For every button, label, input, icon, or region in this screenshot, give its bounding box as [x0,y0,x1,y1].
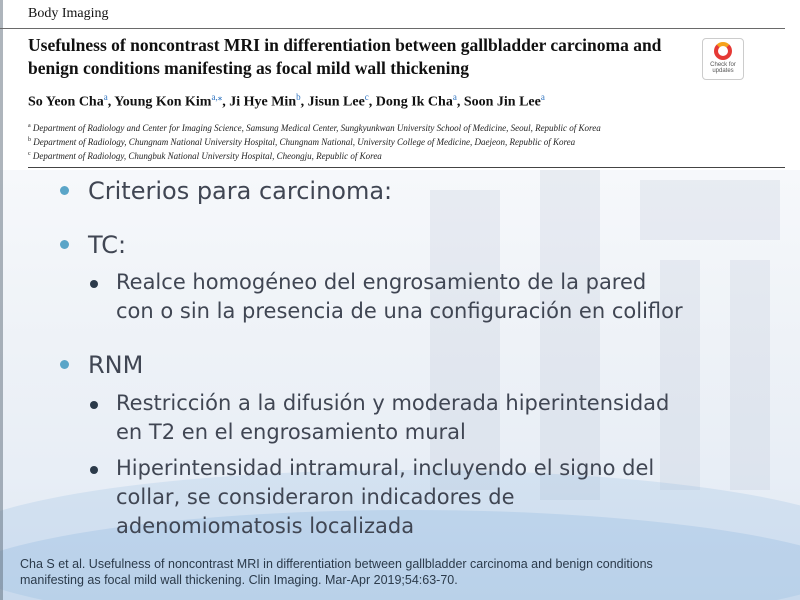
bullet-text-line: Realce homogéneo del engrosamiento de la pared [116,270,647,294]
author-name: Dong Ik Cha [375,94,453,110]
bullet-text-line: adenomiomatosis localizada [116,514,415,538]
affiliation-list [28,120,601,162]
author-affiliation-marker: a [540,92,545,102]
check-for-updates-badge[interactable] [702,38,744,80]
update-badge-icon [714,42,732,60]
author-name: Young Kon Kim [114,94,212,110]
author-name: So Yeon Cha [28,94,104,110]
affiliation-item: $^c$ Department of Radiology, Chungbuk National University Hospital, Cheongju, Republic of Korea [28,151,382,161]
bullet-text-line: Hiperintensidad intramural, incluyendo el signo del [116,456,655,480]
author-affiliation-marker: c [364,92,369,102]
sub-bullet-icon [90,401,98,409]
sub-bullet-icon [90,280,98,288]
journal-section: Body Imaging [28,6,109,21]
author-affiliation-marker: b [296,92,301,102]
slide-heading: Criterios para carcinoma: [88,177,393,205]
bullet-icon [60,360,69,369]
bullet-icon [60,240,69,249]
check-for-updates-label: Check for updates [710,62,736,74]
header-rule [0,28,785,29]
author-name: Jisun Lee [307,94,365,110]
bullet-text-line: Restricción a la difusión y moderada hiperintensidad [116,391,670,415]
author-affiliation-marker: a,⁎ [211,92,223,102]
section-label-tc: TC: [88,231,127,259]
sub-bullet-icon [90,466,98,474]
citation-footer [20,556,790,588]
bullet-text-line: con o sin la presencia de una configuración en coliflor [116,299,683,323]
affiliation-item: $^a$ Department of Radiology and Center for Imaging Science, Samsung Medical Center, Sungkyunkwan University School of Medicine, Seoul, Republic of Korea [28,123,601,133]
author-affiliation-marker: a [103,92,108,102]
bullet-icon [60,186,69,195]
bullet-text-line: en T2 en el engrosamiento mural [116,420,466,444]
author-list: So Yeon Cha$^a$, Young Kon Kim$^{a,⁎}$, Ji Hye Min$^b$, Jisun Lee$^c$, Dong Ik Cha$^a$, Soon Jin Lee$^a$ [28,92,545,110]
author-name: Ji Hye Min [229,94,297,110]
article-title: Usefulness of noncontrast MRI in differentiation between gallbladder carcinoma and benign conditions manifesting as focal mild wall thickening [28,35,662,78]
citation-line: Cha S et al. Usefulness of noncontrast MRI in differentiation between gallbladder carcinoma and benign conditions [20,557,653,571]
header-divider [28,167,785,168]
author-name: Soon Jin Lee [463,94,541,110]
author-affiliation-marker: a [452,92,457,102]
left-edge-strip [0,0,3,600]
citation-line: manifesting as focal mild wall thickening. Clin Imaging. Mar-Apr 2019;54:63-70. [20,573,458,587]
affiliation-item: $^b$ Department of Radiology, Chungnam National University Hospital, Chungnam National, University College of Medicine, Daejeon, Republic of Korea [28,137,576,147]
section-label-rnm: RNM [88,351,144,379]
bullet-text-line: collar, se consideraron indicadores de [116,485,515,509]
